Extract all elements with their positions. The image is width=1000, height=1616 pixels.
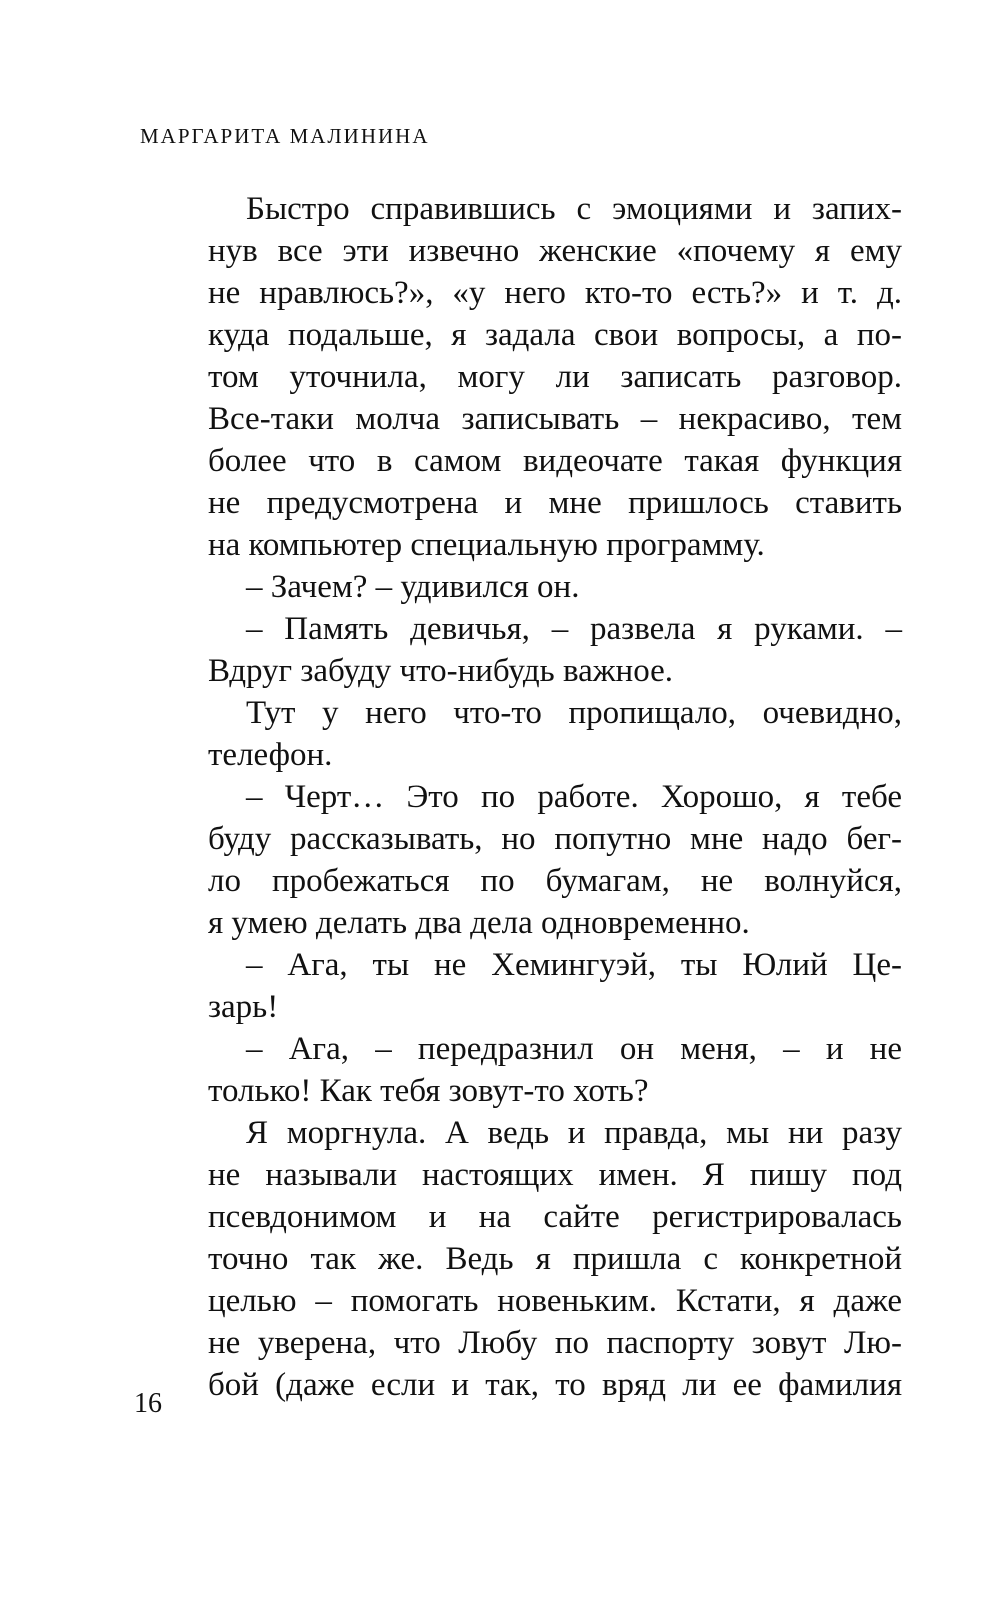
text-line: точно так же. Ведь я пришла с конкретной xyxy=(208,1241,902,1277)
text-line: зарь! xyxy=(208,989,279,1025)
text-line: телефон. xyxy=(208,737,333,773)
text-line: на компьютер специальную программу. xyxy=(208,527,765,563)
text-line: нув все эти извечно женские «почему я ему xyxy=(208,233,902,269)
text-line: целью – помогать новеньким. Кстати, я даже xyxy=(208,1283,902,1319)
text-line: не нравлюсь?», «у него кто-то есть?» и т. д. xyxy=(208,275,902,311)
text-line: – Ага, – передразнил он меня, – и не xyxy=(246,1031,902,1067)
text-line: том уточнила, могу ли записать разговор. xyxy=(208,359,902,395)
text-line: – Зачем? – удивился он. xyxy=(246,569,580,605)
text-line: не уверена, что Любу по паспорту зовут Лю- xyxy=(208,1325,902,1361)
text-line: не называли настоящих имен. Я пишу под xyxy=(208,1157,902,1193)
text-line: не предусмотрена и мне пришлось ставить xyxy=(208,485,902,521)
text-line: я умею делать два дела одновременно. xyxy=(208,905,750,941)
running-head: МАРГАРИТА МАЛИНИНА xyxy=(140,124,430,148)
text-line: – Черт… Это по работе. Хорошо, я тебе xyxy=(246,779,902,815)
body-text xyxy=(208,188,902,1406)
text-line: – Ага, ты не Хемингуэй, ты Юлий Це- xyxy=(246,947,902,983)
text-line: псевдонимом и на сайте регистрировалась xyxy=(208,1199,902,1235)
text-line: бой (даже если и так, то вряд ли ее фамилия xyxy=(208,1367,902,1403)
text-line: Вдруг забуду что-нибудь важное. xyxy=(208,653,673,689)
text-line: куда подальше, я задала свои вопросы, а по- xyxy=(208,317,902,353)
text-line: Я моргнула. А ведь и правда, мы ни разу xyxy=(246,1115,902,1151)
text-line: Все-таки молча записывать – некрасиво, тем xyxy=(208,401,902,437)
text-line: ло пробежаться по бумагам, не волнуйся, xyxy=(208,863,902,899)
text-line: – Память девичья, – развела я руками. – xyxy=(246,611,902,647)
text-line: более что в самом видеочате такая функция xyxy=(208,443,902,479)
text-line: Тут у него что-то пропищало, очевидно, xyxy=(246,695,902,731)
page-number: 16 xyxy=(134,1388,162,1419)
text-line: только! Как тебя зовут-то хоть? xyxy=(208,1073,649,1109)
text-line: Быстро справившись с эмоциями и запих- xyxy=(246,191,902,227)
text-line: буду рассказывать, но попутно мне надо бег- xyxy=(208,821,902,857)
